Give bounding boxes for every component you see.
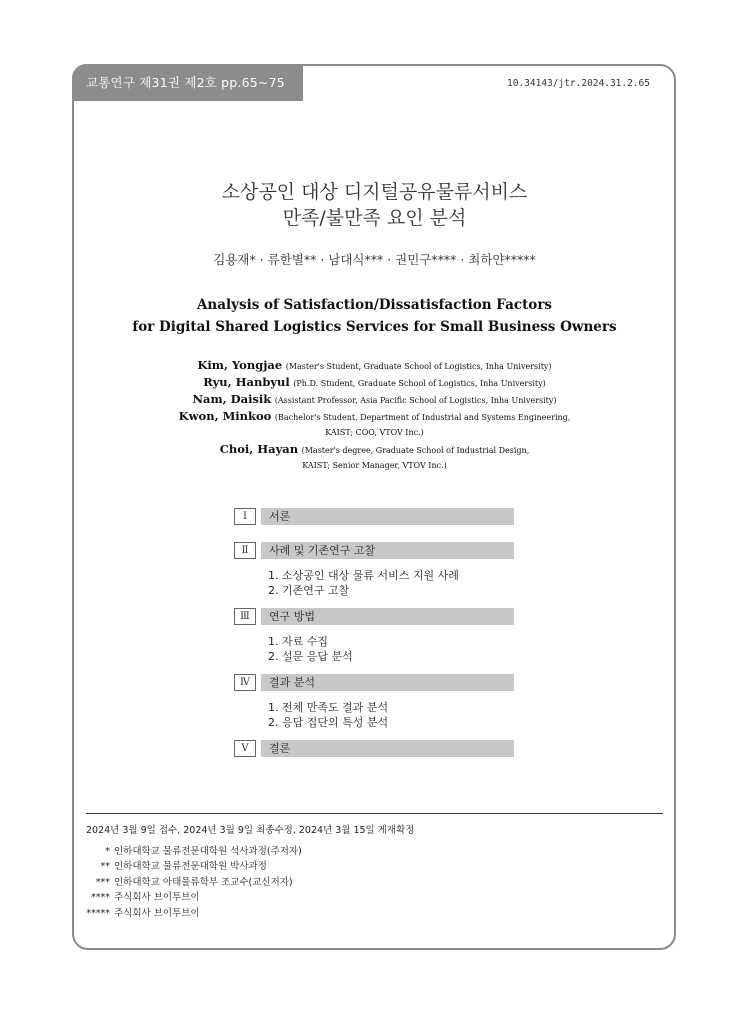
affiliation-nam <box>0 392 749 406</box>
toc-section-4 <box>234 674 514 691</box>
footnote-divider <box>86 813 663 814</box>
toc-title: 연구 방법 <box>261 608 514 625</box>
footnote-text: 인하대학교 물류전문대학원 석사과정(주저자) <box>114 846 302 857</box>
footnote <box>86 858 386 872</box>
affiliation-kim <box>0 358 749 372</box>
title-korean-line2: 만족/불만족 요인 분석 <box>282 207 467 229</box>
toc-subitem: 1. 소상공인 대상 물류 서비스 지원 사례 <box>268 569 459 582</box>
affiliation-ryu <box>0 375 749 389</box>
toc-number: Ⅳ <box>234 674 256 691</box>
author-name: Kim, Yongjae <box>197 358 283 372</box>
toc-section-2 <box>234 542 514 559</box>
receipt-dates: 2024년 3월 9일 접수, 2024년 3월 9일 최종수정, 2024년 3월 15일 게재확정 <box>86 825 415 836</box>
author-affiliation: (Assistant Professor, Asia Pacific School of Logistics, Inha University) <box>274 396 557 405</box>
toc-number: Ⅲ <box>234 608 256 625</box>
author-affiliation: (Bachelor's Student, Department of Industrial and Systems Engineering, <box>274 413 571 422</box>
title-korean-line1: 소상공인 대상 디지털공유물류서비스 <box>221 181 528 203</box>
toc-subitem: 1. 자료 수집 <box>268 635 328 648</box>
authors-korean: 김용재* · 류한별** · 남대식*** · 권민구**** · 최하얀***** <box>213 252 536 267</box>
toc-title: 결과 분석 <box>261 674 514 691</box>
footnote-mark: ***** <box>86 908 110 919</box>
toc-title: 서론 <box>261 508 514 525</box>
toc-section-3 <box>234 608 514 625</box>
author-name: Kwon, Minkoo <box>178 409 272 423</box>
toc-section-1 <box>234 508 514 525</box>
footnote <box>86 905 386 919</box>
toc-subitem: 2. 기존연구 고찰 <box>268 584 350 597</box>
footnote-mark: *** <box>95 877 110 888</box>
author-name: Ryu, Hanbyul <box>203 375 290 389</box>
footnote-mark: * <box>105 846 110 857</box>
toc-number: Ⅴ <box>234 740 256 757</box>
footnote-mark: **** <box>91 892 110 903</box>
author-affiliation: (Master's degree, Graduate School of Industrial Design, <box>301 446 530 455</box>
footnote-text: 인하대학교 아태물류학부 조교수(교신저자) <box>114 877 293 888</box>
footnote <box>86 843 386 857</box>
toc-section-5 <box>234 740 514 757</box>
footnote-text: 주식회사 브이투브이 <box>114 908 200 919</box>
author-name: Nam, Daisik <box>192 392 272 406</box>
toc-number: Ⅰ <box>234 508 256 525</box>
footnote-mark: ** <box>100 861 110 872</box>
toc-title: 사례 및 기존연구 고찰 <box>261 542 514 559</box>
affiliation-kwon <box>0 409 749 423</box>
toc-subitem: 2. 응답 집단의 특성 분석 <box>268 716 389 729</box>
toc-number: Ⅱ <box>234 542 256 559</box>
author-affiliation: KAIST; COO, VTOV Inc.) <box>325 428 424 437</box>
affiliation-choi-cont <box>0 458 749 471</box>
title-english-line2: for Digital Shared Logistics Services for Small Business Owners <box>132 319 617 335</box>
author-affiliation: (Ph.D. Student, Graduate School of Logistics, Inha University) <box>293 379 546 388</box>
doi-label: 10.34143/jtr.2024.31.2.65 <box>507 78 650 89</box>
author-affiliation: (Master's Student, Graduate School of Logistics, Inha University) <box>285 362 552 371</box>
title-english-line1: Analysis of Satisfaction/Dissatisfaction Factors <box>196 297 553 313</box>
toc-title: 결론 <box>261 740 514 757</box>
affiliation-kwon-cont <box>0 425 749 438</box>
affiliation-choi <box>0 442 749 456</box>
author-affiliation: KAIST; Senior Manager, VTOV Inc.) <box>302 461 447 470</box>
toc-subitem: 1. 전체 만족도 결과 분석 <box>268 701 389 714</box>
author-name: Choi, Hayan <box>219 442 299 456</box>
toc-subitem: 2. 설문 응답 분석 <box>268 650 353 663</box>
footnote-text: 주식회사 브이투브이 <box>114 892 200 903</box>
footnote-text: 인하대학교 물류전문대학원 박사과정 <box>114 861 267 872</box>
journal-header: 교통연구 제31권 제2호 pp.65~75 <box>72 64 303 101</box>
footnote <box>86 874 386 888</box>
footnote <box>86 889 386 903</box>
